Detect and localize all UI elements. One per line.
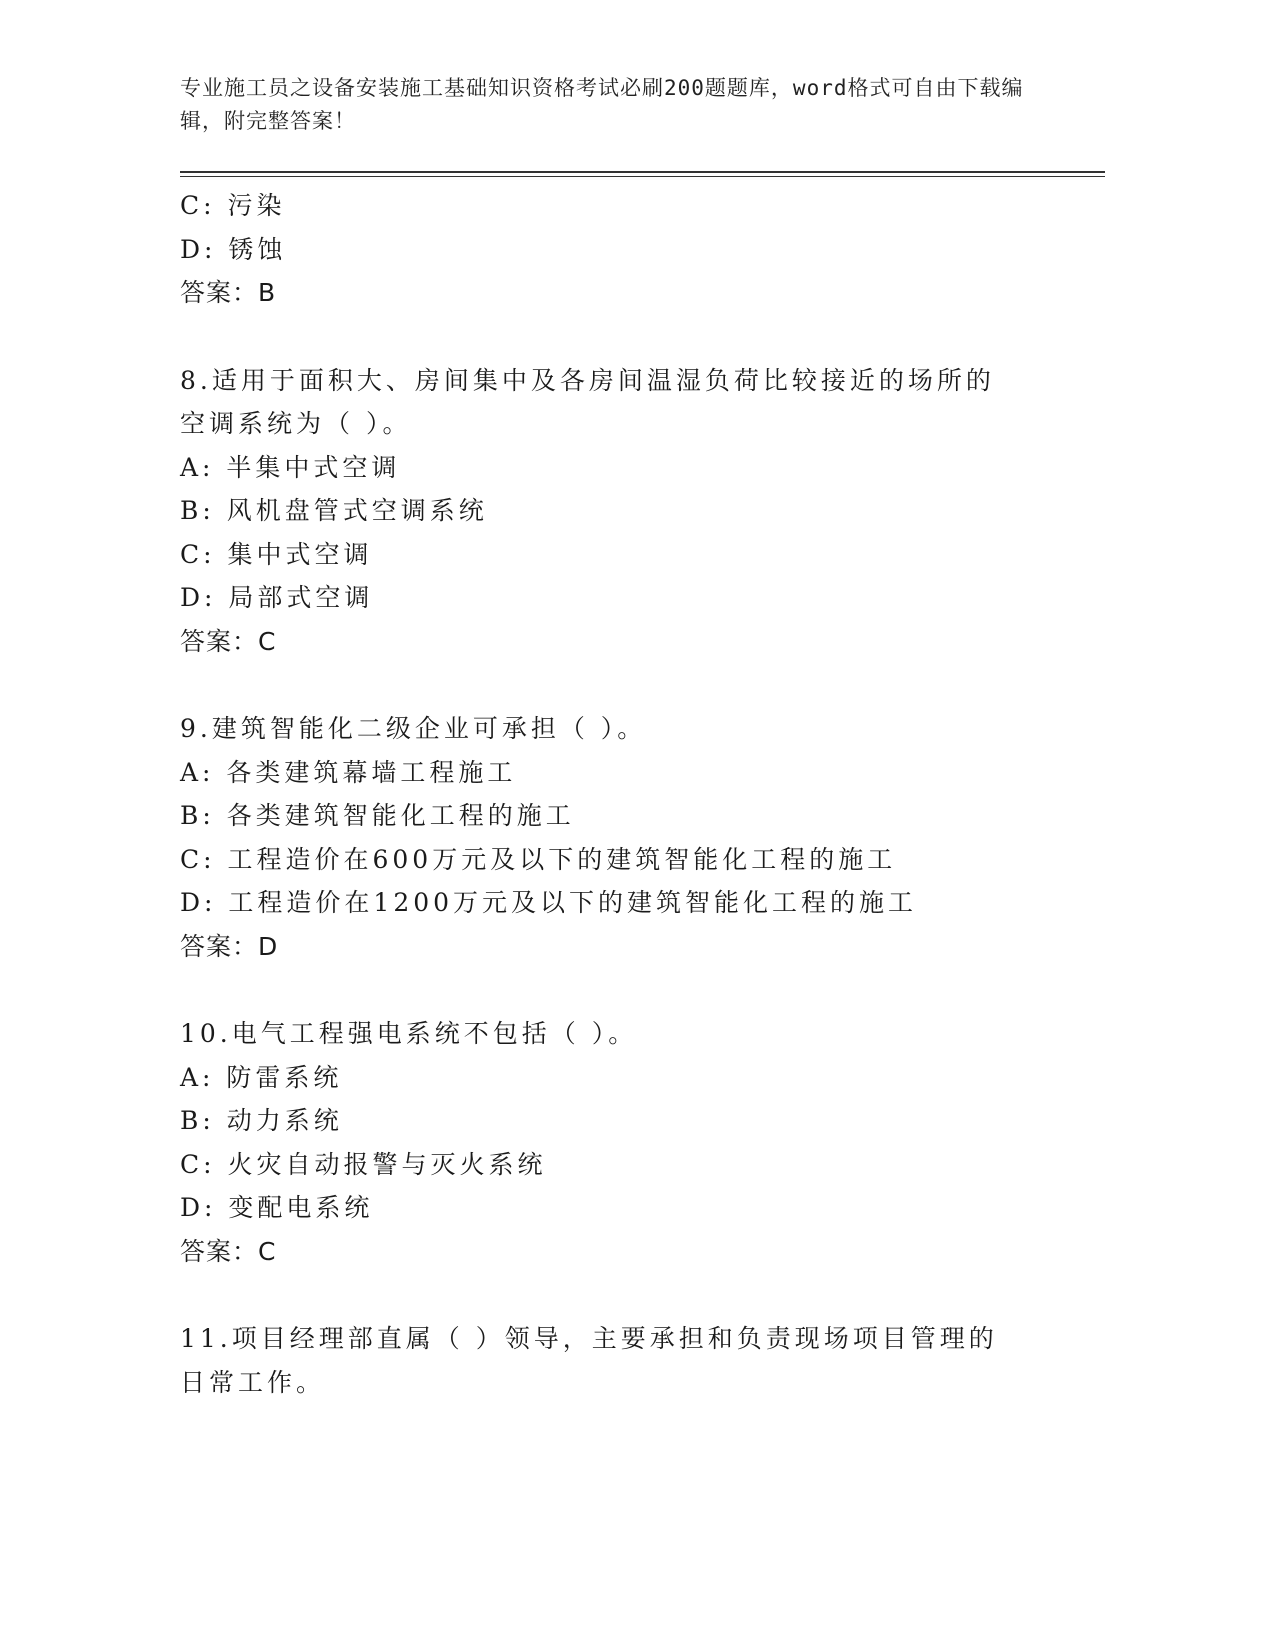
answer-line: 答案：B — [180, 278, 277, 307]
answer-line: 答案：C — [180, 1236, 277, 1266]
answer-line: 答案：C — [180, 626, 277, 656]
question-block-9 — [180, 707, 1020, 968]
spacer — [180, 968, 1020, 1012]
question-text: 11.项目经理部直属（ ）领导，主要承担和负责现场项目管理的日常工作。 — [180, 1324, 998, 1397]
header-divider-thick — [180, 171, 1105, 173]
option-c: C: 污染 — [180, 191, 286, 220]
question-block-11 — [180, 1317, 1020, 1404]
option-a: A: 各类建筑幕墙工程施工 — [180, 757, 517, 787]
spacer — [180, 663, 1020, 707]
header-divider-thin — [180, 176, 1105, 177]
option-d: D: 工程造价在1200万元及以下的建筑智能化工程的施工 — [180, 888, 918, 917]
page-header-title: 专业施工员之设备安装施工基础知识资格考试必刷200题题库，word格式可自由下载编辑，附完整答案！ — [180, 76, 1024, 133]
option-c: C: 火灾自动报警与灭火系统 — [180, 1149, 547, 1179]
question-text: 8.适用于面积大、房间集中及各房间温湿负荷比较接近的场所的空调系统为（ ）。 — [180, 365, 995, 438]
option-a: A: 半集中式空调 — [180, 452, 401, 482]
question-block-10 — [180, 1012, 1020, 1273]
spacer — [180, 1273, 1020, 1317]
option-b: B: 动力系统 — [180, 1106, 343, 1135]
question-text: 10.电气工程强电系统不包括（ ）。 — [180, 1019, 638, 1048]
question-block-7 — [180, 184, 1020, 315]
answer-line: 答案：D — [180, 931, 279, 961]
option-d: D: 变配电系统 — [180, 1193, 374, 1222]
option-a: A: 防雷系统 — [180, 1062, 343, 1092]
option-d: D: 局部式空调 — [180, 583, 374, 612]
option-b: B: 各类建筑智能化工程的施工 — [180, 801, 575, 830]
question-block-8 — [180, 359, 1020, 664]
question-text: 9.建筑智能化二级企业可承担（ ）。 — [180, 714, 647, 743]
spacer — [180, 315, 1020, 359]
question-content — [180, 184, 1020, 1404]
option-c: C: 集中式空调 — [180, 539, 373, 569]
option-d: D: 锈蚀 — [180, 234, 287, 264]
option-b: B: 风机盘管式空调系统 — [180, 496, 488, 525]
option-c: C: 工程造价在600万元及以下的建筑智能化工程的施工 — [180, 844, 897, 874]
